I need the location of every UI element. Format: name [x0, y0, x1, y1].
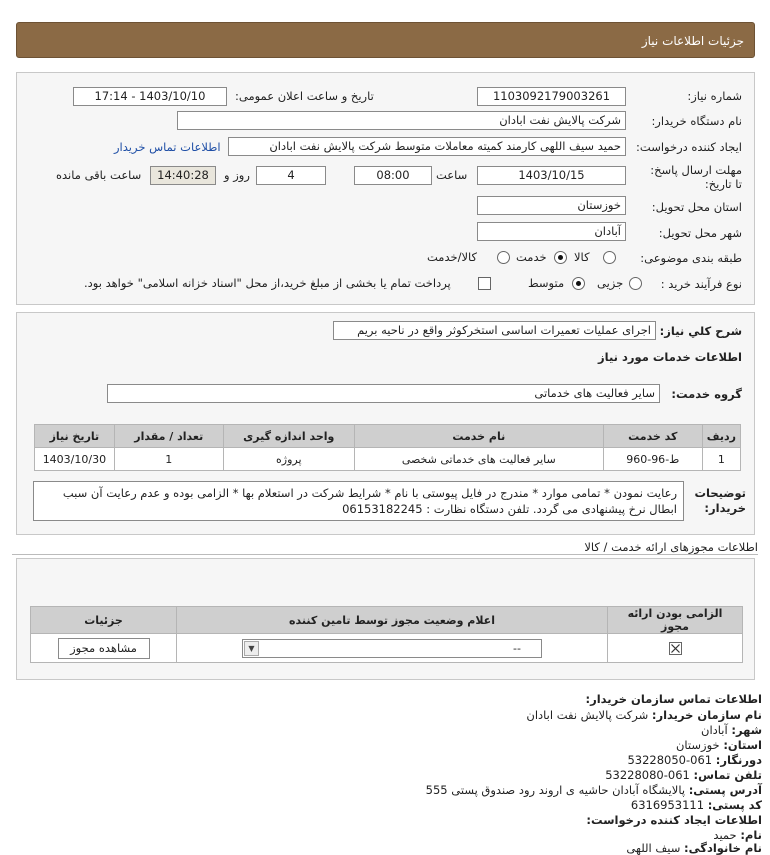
table-row	[31, 634, 743, 663]
process-option-medium: متوسط	[528, 276, 565, 290]
contact-line-city	[701, 723, 762, 737]
col-permit-status: اعلام وضعیت مجوز توسط تامین کننده	[177, 607, 608, 634]
contact-label: استان:	[723, 738, 762, 752]
deadline-date-field: 1403/10/15	[477, 166, 626, 185]
contact-title-text: اطلاعات تماس سازمان خریدار:	[585, 692, 762, 706]
view-permit-button[interactable]: مشاهده مجوز	[58, 638, 150, 659]
contact-title	[585, 692, 762, 706]
announce-label: تاریخ و ساعت اعلان عمومی:	[235, 89, 374, 103]
time-label: ساعت	[436, 168, 468, 182]
cell-row: 1	[702, 448, 740, 471]
city-label: شهر محل تحویل:	[658, 226, 742, 240]
days-label: روز و	[224, 168, 250, 182]
contact-label: دورنگار:	[715, 753, 762, 767]
cell-name: سایر فعالیت های خدماتی شخصی	[354, 448, 603, 471]
city-field: آبادان	[477, 222, 626, 241]
requester-field: حمید سیف اللهی کارمند کمیته معاملات متوسط شرکت پالایش نفت ابادان	[228, 137, 626, 156]
need-number-label: شماره نیاز:	[687, 89, 742, 103]
service-group-label: گروه خدمت:	[671, 387, 742, 401]
contact-label: تلفن تماس:	[693, 768, 762, 782]
contact-line-address	[426, 783, 762, 797]
contact-value: پالایشگاه آبادان حاشیه ی اروند رود صندوق پستی 555	[425, 783, 686, 797]
category-option-goods-service: کالا/خدمت	[427, 250, 478, 264]
remaining-label: ساعت باقی مانده	[56, 168, 142, 182]
services-table	[34, 424, 741, 471]
contact-label: نام سازمان خریدار:	[651, 708, 762, 722]
buyer-notes-label: توضیحات خریدار:	[694, 486, 746, 515]
permits-divider	[12, 554, 758, 555]
col-name: نام خدمت	[354, 425, 603, 448]
need-number-field: 1103092179003261	[477, 87, 626, 106]
contact-line-province	[676, 738, 762, 752]
need-info-panel	[16, 72, 755, 305]
radio-icon-minor[interactable]	[629, 277, 642, 290]
cell-code: ط-96-960	[603, 448, 702, 471]
creator-label: نام:	[740, 828, 762, 842]
permits-header-row	[31, 607, 743, 634]
contact-line-postal	[631, 798, 762, 812]
contact-label: شهر:	[731, 723, 762, 737]
province-field: خوزستان	[477, 196, 626, 215]
contact-value: 061-53228050	[627, 753, 713, 767]
permit-status-cell	[177, 634, 608, 663]
creator-title-text: اطلاعات ایجاد کننده درخواست:	[586, 813, 762, 827]
permits-table	[30, 606, 743, 663]
col-date: تاریخ نیاز	[35, 425, 115, 448]
radio-icon-goods-service[interactable]	[497, 251, 510, 264]
dropdown-arrow-icon[interactable]: ▼	[244, 641, 259, 656]
contact-line-phone	[605, 768, 762, 782]
treasury-note: پرداخت تمام یا بخشی از مبلغ خرید،از محل "اسناد خزانه اسلامی" خواهد بود.	[84, 276, 451, 290]
col-unit: واحد اندازه گیری	[223, 425, 354, 448]
page-title: جزئیات اطلاعات نیاز	[641, 34, 744, 48]
col-qty: تعداد / مقدار	[114, 425, 223, 448]
radio-icon-medium[interactable]	[572, 277, 585, 290]
buyer-notes-field: رعایت نمودن * تمامی موارد * مندرج در فایل پیوستی با نام * شرایط شرکت در استعلام بها * الزامی بوده و عدم رعایت آن سبب ابطال نرخ پیشنهادی می گردد. تلفن دستگاه نظارت : 06153182245	[33, 481, 684, 521]
category-label: طبقه بندی موضوعی:	[640, 251, 742, 265]
category-option-goods: کالا	[574, 250, 590, 264]
permit-status-value: --	[513, 641, 521, 655]
process-option-minor: جزیی	[597, 276, 624, 290]
permit-details-cell	[31, 634, 177, 663]
requester-label: ایجاد کننده درخواست:	[636, 140, 742, 154]
creator-value: حمید	[713, 828, 737, 842]
checkbox-icon-treasury[interactable]	[478, 277, 491, 290]
buyer-contact-link[interactable]: اطلاعات تماس خریدار	[114, 140, 221, 154]
contact-value: 061-53228080	[605, 768, 690, 782]
permit-status-select[interactable]	[242, 639, 542, 658]
permits-section-title: اطلاعات مجوزهای ارائه خدمت / کالا	[584, 540, 758, 554]
buyer-org-field: شرکت پالایش نفت ابادان	[177, 111, 626, 130]
summary-label: شرح کلي نياز:	[659, 324, 742, 338]
cell-date: 1403/10/30	[35, 448, 115, 471]
contact-label: آدرس پستی:	[688, 783, 762, 797]
creator-value: سیف اللهی	[626, 841, 681, 855]
contact-line-org	[526, 708, 762, 722]
radio-icon-service[interactable]	[554, 251, 567, 264]
days-field: 4	[256, 166, 326, 185]
remaining-time-field: 14:40:28	[150, 166, 216, 185]
creator-line-family	[626, 841, 762, 855]
announce-field: 1403/10/10 - 17:14	[73, 87, 227, 106]
cell-qty: 1	[114, 448, 223, 471]
radio-icon-goods[interactable]	[603, 251, 616, 264]
creator-title	[586, 813, 762, 827]
creator-line-name	[713, 828, 762, 842]
summary-field: اجرای عملیات تعمیرات اساسی استخرکوثر واقع در ناحیه بریم	[333, 321, 656, 340]
process-label: نوع فرآیند خرید :	[660, 277, 742, 291]
contact-value: 6316953111	[630, 798, 705, 812]
deadline-label: مهلت ارسال پاسخ: تا تاریخ:	[650, 163, 742, 191]
buyer-org-label: نام دستگاه خریدار:	[651, 114, 742, 128]
col-row: ردیف	[702, 425, 740, 448]
cell-unit: پروژه	[223, 448, 354, 471]
contact-value: شرکت پالایش نفت ابادان	[526, 708, 649, 722]
contact-value: آبادان	[701, 723, 728, 737]
table-row	[35, 448, 741, 471]
contact-label: کد پستی:	[707, 798, 762, 812]
services-title: اطلاعات خدمات مورد نیاز	[598, 350, 742, 364]
creator-label: نام خانوادگی:	[684, 841, 762, 855]
service-group-field: سایر فعالیت های خدماتی	[107, 384, 660, 403]
province-label: استان محل تحویل:	[651, 200, 742, 214]
col-code: کد خدمت	[603, 425, 702, 448]
permit-required-cell	[608, 634, 743, 663]
col-permit-required: الزامی بودن ارائه مجوز	[608, 607, 743, 634]
contact-line-fax	[627, 753, 762, 767]
deadline-time-field: 08:00	[354, 166, 432, 185]
table-header-row	[35, 425, 741, 448]
contact-value: خوزستان	[675, 738, 720, 752]
page-header	[16, 22, 755, 58]
checkbox-icon	[669, 642, 682, 655]
col-permit-details: جزئیات	[31, 607, 177, 634]
category-option-service: خدمت	[516, 250, 547, 264]
